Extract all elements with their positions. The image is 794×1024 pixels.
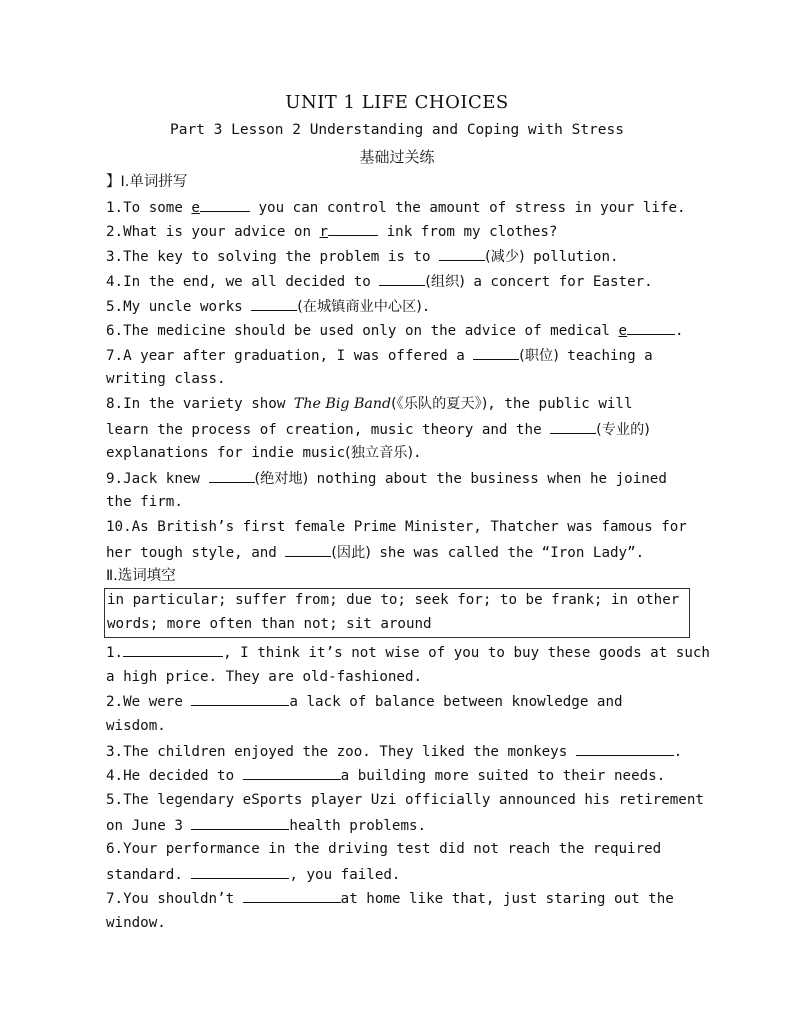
- s2-question-4: 4.He decided to a building more suited to their needs.: [106, 765, 696, 786]
- answer-blank[interactable]: [473, 345, 519, 360]
- s2-question-2-cont: wisdom.: [106, 718, 166, 734]
- answer-blank[interactable]: [191, 691, 289, 706]
- s1-question-8-cont2: explanations for indie music(独立音乐).: [106, 445, 422, 461]
- answer-blank[interactable]: [550, 419, 596, 434]
- answer-blank[interactable]: [576, 741, 674, 756]
- s2-question-1-cont: a high price. They are old-fashioned.: [106, 669, 423, 685]
- s1-question-10: 10.As British’s first female Prime Minister, Thatcher was famous for: [106, 519, 687, 535]
- s2-question-3: 3.The children enjoyed the zoo. They liked the monkeys .: [106, 741, 696, 762]
- s2-question-7: 7.You shouldn’t at home like that, just staring out the: [106, 888, 696, 909]
- answer-blank[interactable]: [285, 542, 331, 557]
- s1-question-4: 4.In the end, we all decided to (组织) a concert for Easter.: [106, 271, 696, 292]
- s2-question-6: 6.Your performance in the driving test did not reach the required: [106, 841, 662, 857]
- answer-blank[interactable]: [251, 296, 297, 311]
- s1-question-6: 6.The medicine should be used only on the advice of medical e .: [106, 320, 696, 341]
- s1-question-10-cont: her tough style, and (因此) she was called the “Iron Lady”.: [106, 542, 696, 563]
- s2-question-1: 1. , I think it’s not wise of you to buy these goods at such: [106, 642, 696, 663]
- s2-question-5: 5.The legendary eSports player Uzi officially announced his retirement: [106, 792, 704, 808]
- word-bank-box: [104, 588, 690, 638]
- answer-blank[interactable]: [209, 468, 255, 483]
- s2-question-6-cont: standard. , you failed.: [106, 864, 696, 885]
- word-bank-line-2: words; more often than not; sit around: [107, 616, 432, 632]
- unit-title: UNIT 1 LIFE CHOICES: [285, 92, 509, 113]
- exercise-title: 基础过关练: [359, 148, 435, 166]
- s1-question-8-cont: learn the process of creation, music theory and the (专业的): [106, 419, 696, 440]
- s1-question-9: 9.Jack knew (绝对地) nothing about the business when he joined: [106, 468, 696, 489]
- s1-question-7-cont: writing class.: [106, 371, 226, 387]
- lesson-title: Part 3 Lesson 2 Understanding and Coping with Stress: [170, 122, 624, 138]
- s1-question-1: 1.To some e you can control the amount of stress in your life.: [106, 197, 696, 218]
- answer-blank[interactable]: [123, 642, 223, 657]
- s2-question-2: 2.We were a lack of balance between knowledge and: [106, 691, 696, 712]
- answer-blank[interactable]: [328, 221, 378, 236]
- answer-blank[interactable]: [439, 246, 485, 261]
- s1-question-5: 5.My uncle works (在城镇商业中心区).: [106, 296, 696, 317]
- s1-question-9-cont: the firm.: [106, 494, 183, 510]
- s1-question-3: 3.The key to solving the problem is to (减少) pollution.: [106, 246, 696, 267]
- section2-heading: Ⅱ.选词填空: [106, 568, 176, 584]
- s2-question-7-cont: window.: [106, 915, 166, 931]
- answer-blank[interactable]: [627, 320, 675, 335]
- answer-blank[interactable]: [191, 815, 289, 830]
- s1-question-7: 7.A year after graduation, I was offered a (职位) teaching a: [106, 345, 696, 366]
- s1-question-2: 2.What is your advice on r ink from my clothes?: [106, 221, 696, 242]
- answer-blank[interactable]: [379, 271, 425, 286]
- answer-blank[interactable]: [200, 197, 250, 212]
- answer-blank[interactable]: [191, 864, 289, 879]
- word-bank-line-1: in particular; suffer from; due to; seek for; to be frank; in other: [107, 592, 680, 608]
- answer-blank[interactable]: [243, 765, 341, 780]
- section1-heading: 】Ⅰ.单词拼写: [106, 174, 188, 190]
- answer-blank[interactable]: [243, 888, 341, 903]
- s2-question-5-cont: on June 3 health problems.: [106, 815, 696, 836]
- s1-question-8: 8.In the variety show The Big Band(《乐队的夏天》), the public will: [106, 396, 633, 412]
